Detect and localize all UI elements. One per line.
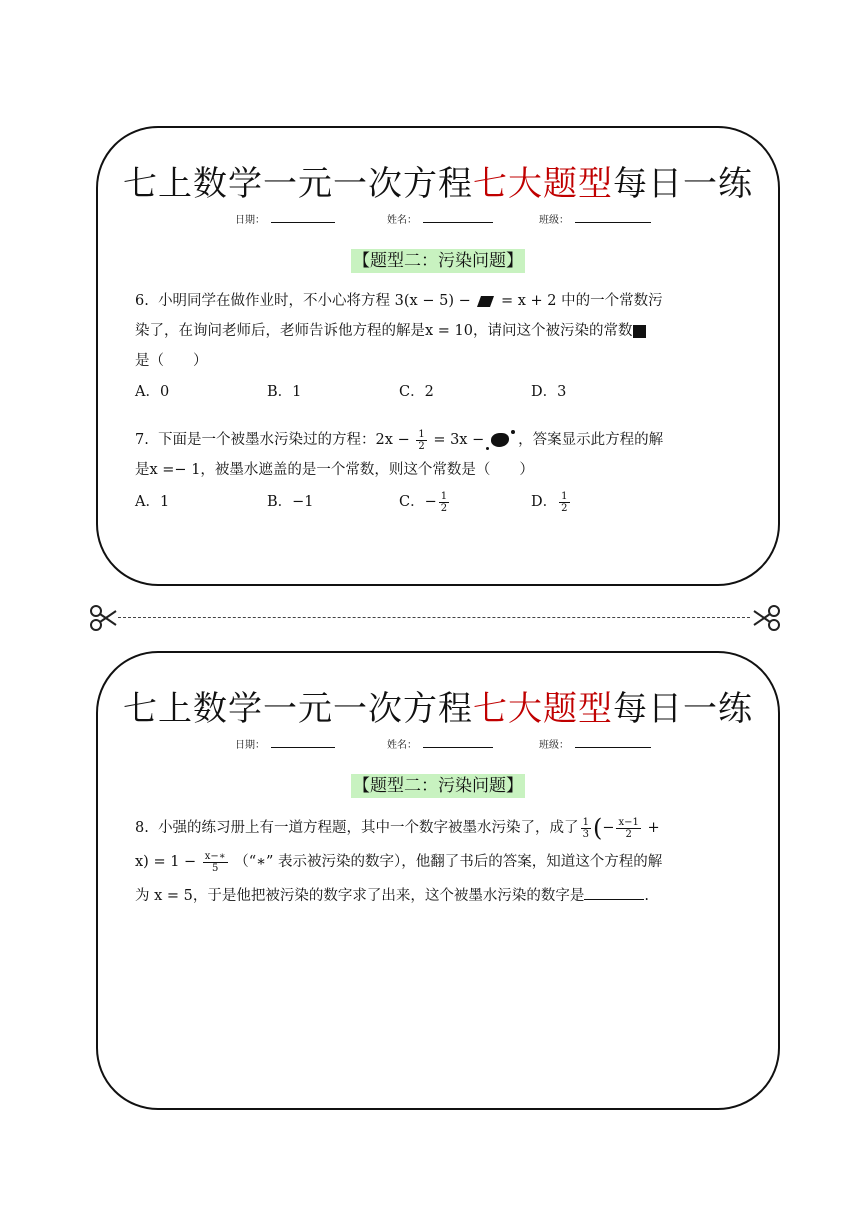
q7-line2: 是x =− 1，被墨水遮盖的是一个常数，则这个常数是（ ） xyxy=(135,462,534,478)
q7-option-b[interactable]: B．−1 xyxy=(267,494,314,510)
class-label: 班级： xyxy=(539,215,569,226)
cut-line xyxy=(118,617,750,618)
question-7 xyxy=(135,425,755,485)
fraction-half: $\frac{1}{2}$ xyxy=(418,428,425,452)
question-8 xyxy=(135,811,755,913)
answer-blank[interactable] xyxy=(584,885,644,900)
fraction-half: $\frac{1}{2}$ xyxy=(440,490,448,514)
question-6 xyxy=(135,286,755,376)
name-field[interactable] xyxy=(423,222,493,223)
ink-blot-icon xyxy=(491,433,509,447)
fraction-x-minus-1: $\frac{x-1}{2}$ xyxy=(618,816,639,840)
q7-options xyxy=(135,490,755,514)
class-label: 班级： xyxy=(539,740,569,751)
date-field[interactable] xyxy=(271,747,335,748)
exercise-card-2 xyxy=(96,651,780,1110)
scissors-icon xyxy=(752,603,782,633)
date-label: 日期： xyxy=(235,740,265,751)
q6-option-c[interactable]: C．2 xyxy=(399,384,434,400)
ink-stain-icon xyxy=(477,296,494,307)
date-field[interactable] xyxy=(271,222,335,223)
q7-option-c[interactable]: C．− $\frac{1}{2}$ xyxy=(399,490,448,514)
card-title: 七上数学一元一次方程七大题型每日一练 xyxy=(123,164,753,204)
q6-line3: 是（ ） xyxy=(135,353,208,369)
q7-option-a[interactable]: A．1 xyxy=(135,494,170,510)
q7-option-d[interactable]: D． $\frac{1}{2}$ xyxy=(531,490,568,514)
fraction-third: $\frac{1}{3}$ xyxy=(582,816,589,840)
card-title: 七上数学一元一次方程七大题型每日一练 xyxy=(123,689,753,729)
class-field[interactable] xyxy=(575,222,651,223)
q6-option-b[interactable]: B．1 xyxy=(267,384,302,400)
q8-line1: 8. 小强的练习册上有一道方程题，其中一个数字被墨水污染了，成了 $\frac{1}{3}$ (− $\frac{x-1}{2}$ + xyxy=(135,814,660,842)
exercise-card-1 xyxy=(96,126,780,586)
section-tag: 【题型二：污染问题】 xyxy=(353,251,523,271)
q7-line1: 7. 下面是一个被墨水污染过的方程：2x − $\frac{1}{2}$ = 3x − ，答案显示此方程的解 xyxy=(135,428,664,452)
fraction-x-minus-star: $\frac{x-∗}{5}$ xyxy=(204,850,226,874)
name-label: 姓名： xyxy=(387,215,417,226)
title-highlight: 七大题型 xyxy=(473,689,613,729)
q6-options xyxy=(135,380,755,404)
title-highlight: 七大题型 xyxy=(473,164,613,204)
date-label: 日期： xyxy=(235,215,265,226)
black-square-icon xyxy=(633,325,646,338)
name-label: 姓名： xyxy=(387,740,417,751)
class-field[interactable] xyxy=(575,747,651,748)
section-tag: 【题型二：污染问题】 xyxy=(353,776,523,796)
q6-line1: 6. 小明同学在做作业时，不小心将方程 3(x − 5) − = x + 2 中的一个常数污 xyxy=(135,293,663,309)
q6-option-a[interactable]: A．0 xyxy=(135,384,170,400)
q6-line2: 染了，在询问老师后，老师告诉他方程的解是x = 10，请问这个被污染的常数 xyxy=(135,316,755,346)
scissors-icon xyxy=(88,603,118,633)
q6-option-d[interactable]: D．3 xyxy=(531,384,567,400)
fraction-half: $\frac{1}{2}$ xyxy=(561,490,568,514)
open-paren: ( xyxy=(592,814,603,842)
name-field[interactable] xyxy=(423,747,493,748)
q8-line2: x) = 1 − $\frac{x-∗}{5}$ （“∗” 表示被污染的数字），他翻了书后的答案，知道这个方程的解 xyxy=(135,850,663,874)
q8-line3: 为 x = 5，于是他把被污染的数字求了出来，这个被墨水污染的数字是 . xyxy=(135,879,755,913)
